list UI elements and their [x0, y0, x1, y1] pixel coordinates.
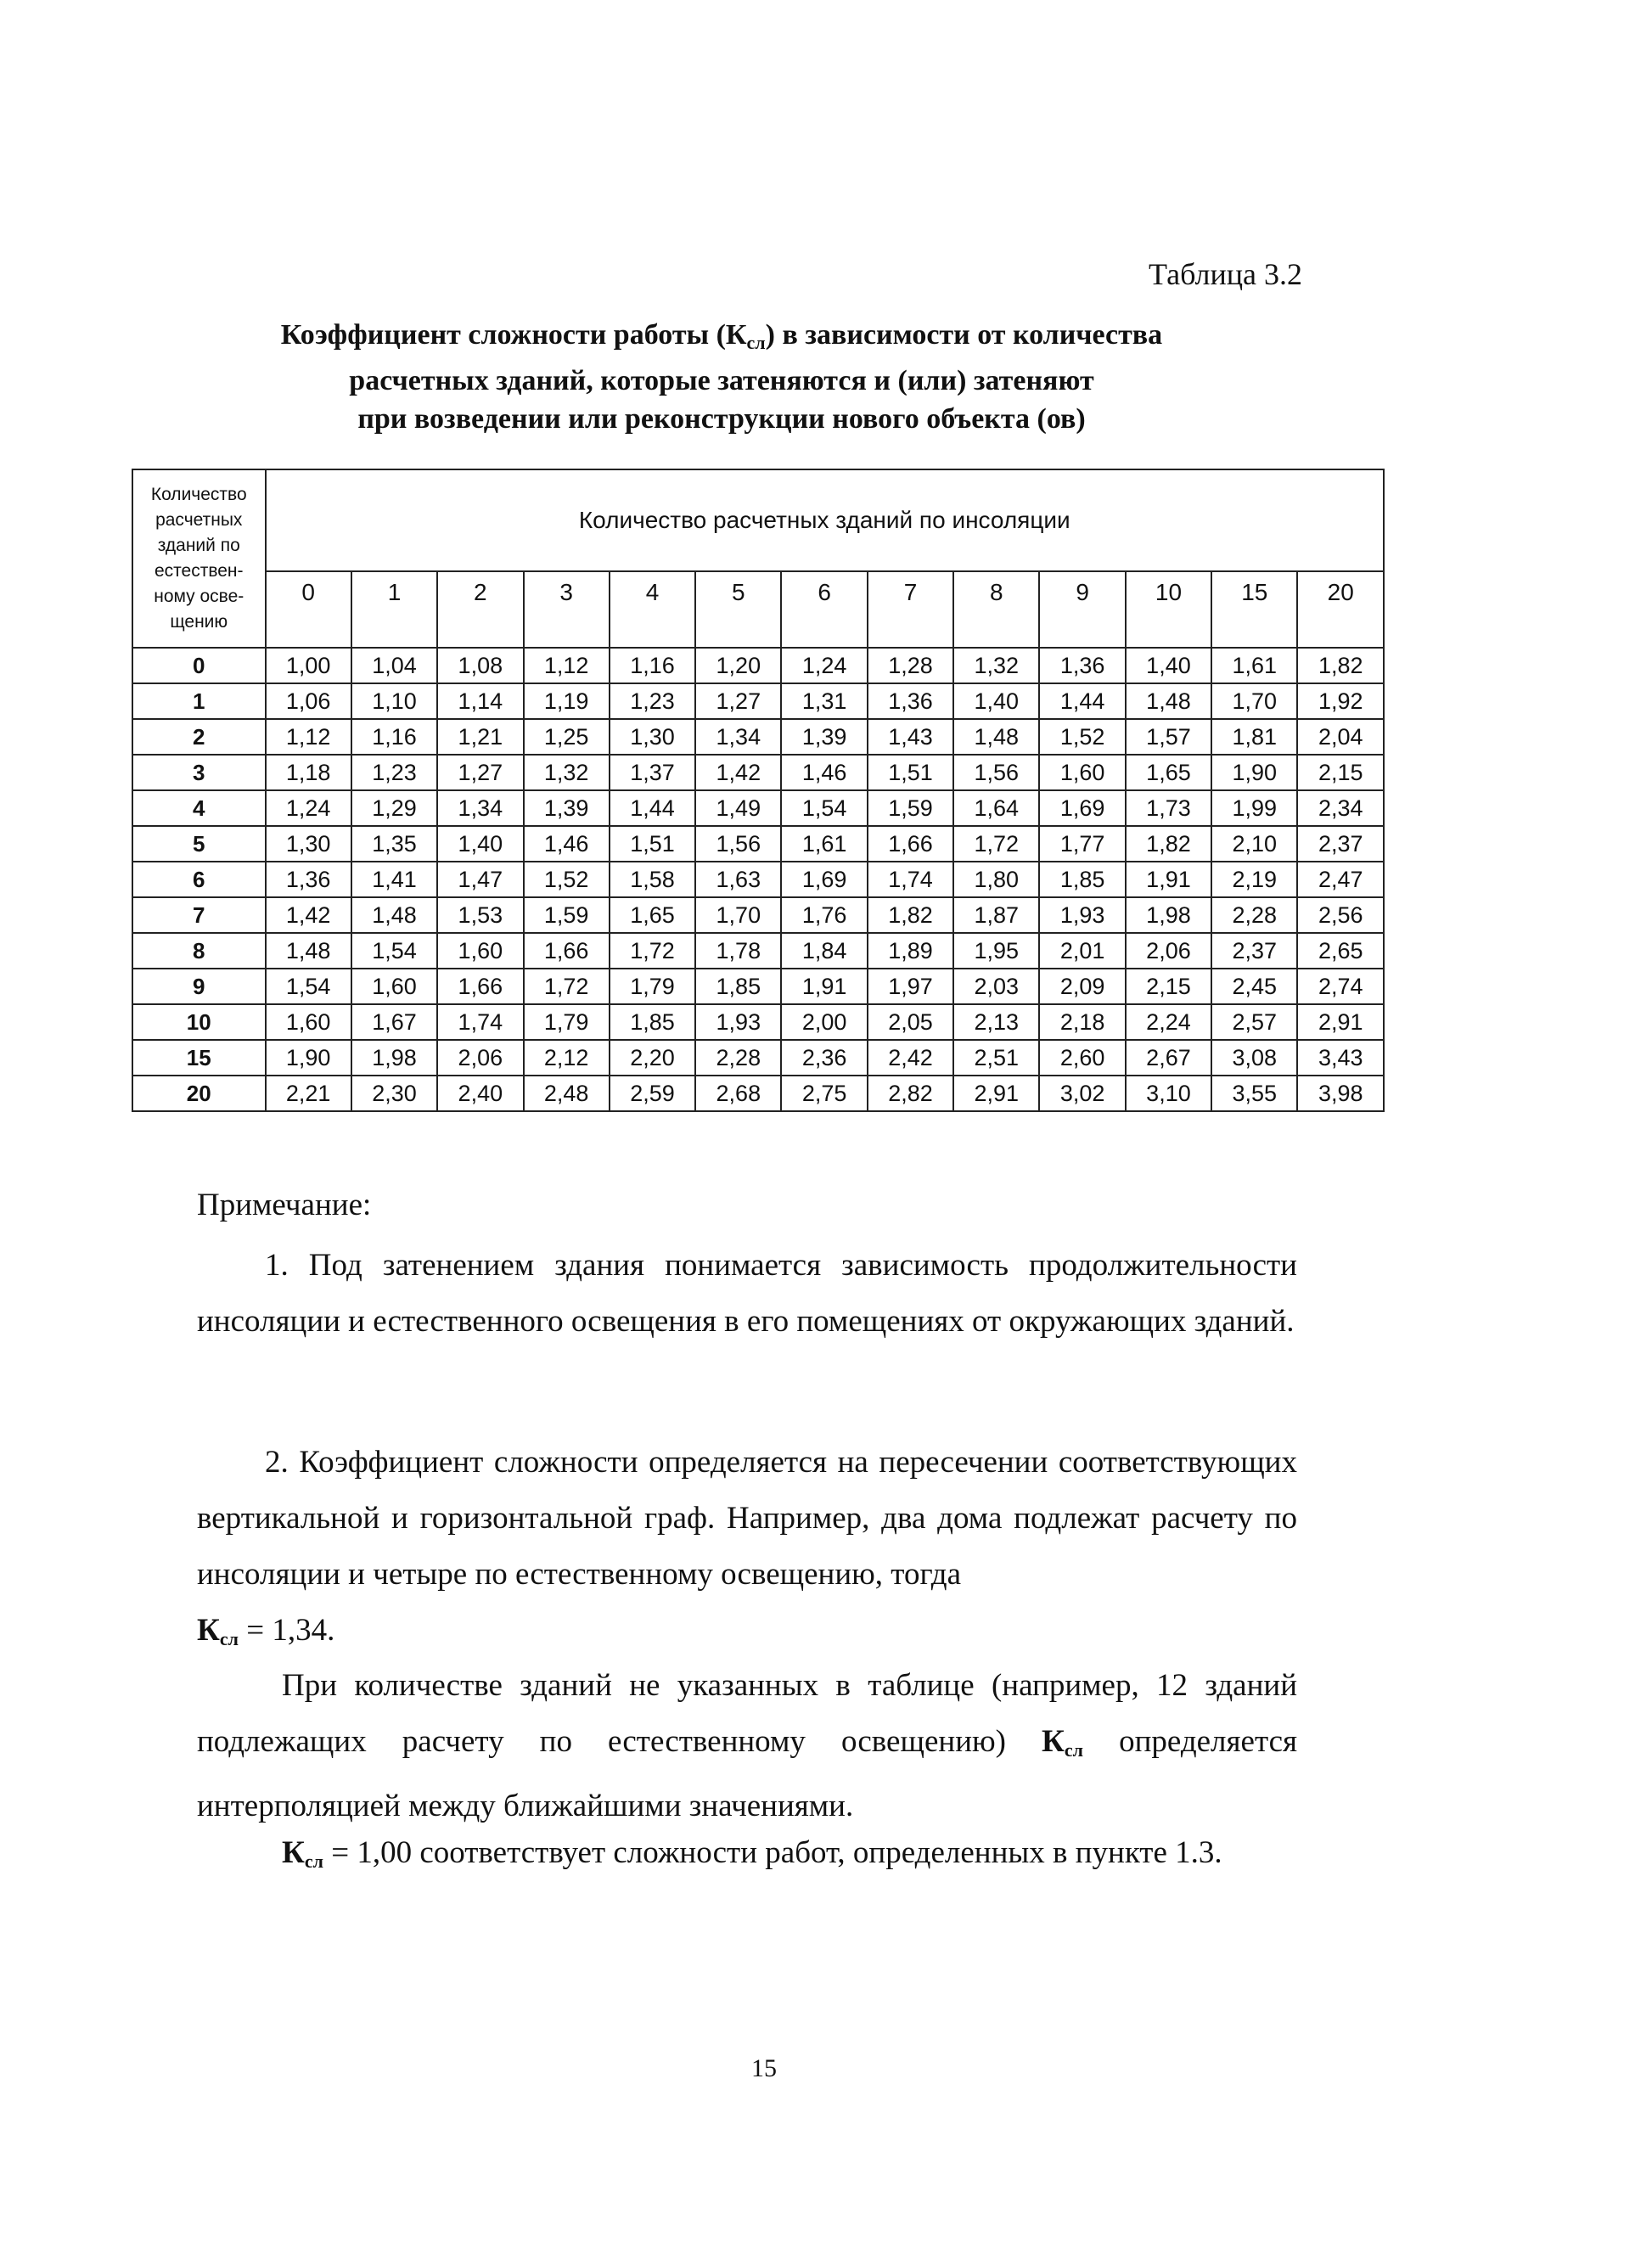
- table-cell: 1,39: [524, 790, 610, 826]
- table-cell: 1,76: [781, 897, 867, 933]
- header-row-span: [132, 469, 1384, 571]
- table-cell: 1,34: [695, 719, 781, 755]
- table-cell: 1,36: [1039, 648, 1125, 683]
- table-cell: 1,97: [868, 969, 953, 1004]
- table-cell: 2,60: [1039, 1040, 1125, 1076]
- table-cell: 2,06: [437, 1040, 523, 1076]
- table-cell: 1,39: [781, 719, 867, 755]
- table-cell: 1,42: [695, 755, 781, 790]
- table-cell: 1,14: [437, 683, 523, 719]
- table-row: [132, 862, 1384, 897]
- corner-line: расчетных: [155, 510, 243, 530]
- table-cell: 1,52: [1039, 719, 1125, 755]
- k-subscript: сл: [1064, 1739, 1083, 1761]
- table-cell: 1,89: [868, 933, 953, 969]
- table-cell: 1,40: [437, 826, 523, 862]
- table-cell: 1,79: [524, 1004, 610, 1040]
- table-cell: 2,51: [953, 1040, 1039, 1076]
- table-cell: 1,95: [953, 933, 1039, 969]
- table-title: [212, 316, 1231, 438]
- table-cell: 1,60: [351, 969, 437, 1004]
- table-cell: 2,18: [1039, 1004, 1125, 1040]
- column-header: 15: [1211, 571, 1297, 648]
- table-cell: 1,40: [953, 683, 1039, 719]
- column-header: 5: [695, 571, 781, 648]
- table-cell: 1,27: [695, 683, 781, 719]
- row-header: 4: [132, 790, 266, 826]
- table-cell: 1,59: [524, 897, 610, 933]
- row-header: 10: [132, 1004, 266, 1040]
- table-cell: 2,59: [610, 1076, 695, 1111]
- table-cell: 1,48: [1126, 683, 1211, 719]
- table-cell: 1,67: [351, 1004, 437, 1040]
- table-cell: 1,46: [524, 826, 610, 862]
- table-cell: 1,36: [266, 862, 351, 897]
- row-header: 1: [132, 683, 266, 719]
- table-cell: 3,10: [1126, 1076, 1211, 1111]
- title-line-3: при возведении или реконструкции нового объекта (ов): [357, 403, 1086, 435]
- table-cell: 1,04: [351, 648, 437, 683]
- table-cell: 1,81: [1211, 719, 1297, 755]
- table-cell: 1,74: [868, 862, 953, 897]
- table-cell: 2,04: [1297, 719, 1384, 755]
- note-base-value: [197, 1825, 1297, 1890]
- note-interpolation-end: определяется интерполяцией между ближайшими значениями.: [197, 1724, 1298, 1823]
- table-cell: 2,42: [868, 1040, 953, 1076]
- table-cell: 1,90: [266, 1040, 351, 1076]
- table-cell: 1,53: [437, 897, 523, 933]
- table-cell: 2,21: [266, 1076, 351, 1111]
- table-cell: 1,16: [351, 719, 437, 755]
- table-cell: 1,27: [437, 755, 523, 790]
- table-cell: 2,91: [1297, 1004, 1384, 1040]
- column-header: 1: [351, 571, 437, 648]
- table-cell: 2,37: [1297, 826, 1384, 862]
- table-cell: 1,12: [266, 719, 351, 755]
- title-line-1-start: Коэффициент сложности работы (К: [280, 319, 747, 351]
- table-cell: 3,08: [1211, 1040, 1297, 1076]
- table-cell: 1,48: [351, 897, 437, 933]
- table-cell: 2,82: [868, 1076, 953, 1111]
- row-header: 3: [132, 755, 266, 790]
- table-cell: 1,18: [266, 755, 351, 790]
- note-item-2: [197, 1435, 1297, 1667]
- table-cell: 2,68: [695, 1076, 781, 1111]
- table-cell: 1,12: [524, 648, 610, 683]
- header-row-columns: [132, 571, 1384, 648]
- table-cell: 2,36: [781, 1040, 867, 1076]
- table-cell: 3,02: [1039, 1076, 1125, 1111]
- title-line-1: [212, 316, 1231, 362]
- table-cell: 1,84: [781, 933, 867, 969]
- table-cell: 1,65: [1126, 755, 1211, 790]
- table-cell: 1,44: [1039, 683, 1125, 719]
- table-cell: 1,54: [781, 790, 867, 826]
- table-cell: 1,19: [524, 683, 610, 719]
- table-cell: 1,69: [1039, 790, 1125, 826]
- table-cell: 3,55: [1211, 1076, 1297, 1111]
- table-cell: 2,15: [1297, 755, 1384, 790]
- table-cell: 1,57: [1126, 719, 1211, 755]
- table-cell: 1,72: [524, 969, 610, 1004]
- table-cell: 1,28: [868, 648, 953, 683]
- table-cell: 2,24: [1126, 1004, 1211, 1040]
- table-cell: 2,48: [524, 1076, 610, 1111]
- note-interpolation-start: При количестве зданий не указанных в таблице (например, 12 зданий подлежащих расчету по естественному освещению): [197, 1668, 1297, 1759]
- table-cell: 1,30: [610, 719, 695, 755]
- corner-line: ному осве-: [154, 587, 244, 606]
- k-letter: К: [282, 1835, 305, 1870]
- table-cell: 2,01: [1039, 933, 1125, 969]
- corner-line: естествен-: [154, 561, 244, 581]
- table-cell: 1,85: [695, 969, 781, 1004]
- column-header: 0: [266, 571, 351, 648]
- table-cell: 1,80: [953, 862, 1039, 897]
- table-cell: 1,54: [266, 969, 351, 1004]
- table-cell: 1,72: [953, 826, 1039, 862]
- table-cell: 1,82: [1126, 826, 1211, 862]
- column-header: 7: [868, 571, 953, 648]
- table-cell: 2,67: [1126, 1040, 1211, 1076]
- k-subscript: сл: [304, 1851, 323, 1872]
- table-cell: 1,66: [868, 826, 953, 862]
- column-header: 8: [953, 571, 1039, 648]
- note-label: Примечание:: [197, 1188, 372, 1222]
- table-cell: 1,56: [953, 755, 1039, 790]
- table-row: [132, 790, 1384, 826]
- k-subscript: сл: [219, 1628, 239, 1649]
- table-cell: 2,20: [610, 1040, 695, 1076]
- row-header: 8: [132, 933, 266, 969]
- table-cell: 2,19: [1211, 862, 1297, 897]
- table-cell: 1,35: [351, 826, 437, 862]
- column-header: 10: [1126, 571, 1211, 648]
- note-interpolation: [197, 1658, 1297, 1834]
- note-item-2-text: 2. Коэффициент сложности определяется на пересечении соответствующих вертикальной и горизонтальной граф. Например, два дома подлежат расчету по инсоляции и четыре по естественному освещению, тогда: [197, 1445, 1297, 1592]
- table-cell: 2,45: [1211, 969, 1297, 1004]
- table-cell: 1,70: [695, 897, 781, 933]
- table-cell: 1,93: [695, 1004, 781, 1040]
- table-cell: 1,72: [610, 933, 695, 969]
- table-cell: 1,60: [266, 1004, 351, 1040]
- column-header: 2: [437, 571, 523, 648]
- table-row: [132, 1040, 1384, 1076]
- table-cell: 1,43: [868, 719, 953, 755]
- table-cell: 1,64: [953, 790, 1039, 826]
- row-header: 2: [132, 719, 266, 755]
- table-cell: 1,58: [610, 862, 695, 897]
- table-cell: 3,98: [1297, 1076, 1384, 1111]
- column-header: 9: [1039, 571, 1125, 648]
- table-cell: 2,40: [437, 1076, 523, 1111]
- table-cell: 1,77: [1039, 826, 1125, 862]
- row-header: 9: [132, 969, 266, 1004]
- table-cell: 1,21: [437, 719, 523, 755]
- k-letter: К: [197, 1613, 220, 1648]
- table-cell: 1,51: [868, 755, 953, 790]
- table-cell: 1,32: [953, 648, 1039, 683]
- table-cell: 1,52: [524, 862, 610, 897]
- column-header: 4: [610, 571, 695, 648]
- corner-line: Количество: [150, 485, 247, 504]
- table-row: [132, 897, 1384, 933]
- table-cell: 1,90: [1211, 755, 1297, 790]
- row-header: 15: [132, 1040, 266, 1076]
- table-cell: 1,87: [953, 897, 1039, 933]
- note-item-2-value: = 1,34.: [238, 1613, 335, 1648]
- table-cell: 1,48: [953, 719, 1039, 755]
- table-cell: 1,10: [351, 683, 437, 719]
- table-cell: 2,56: [1297, 897, 1384, 933]
- table-cell: 2,28: [695, 1040, 781, 1076]
- table-cell: 1,85: [1039, 862, 1125, 897]
- row-header: 20: [132, 1076, 266, 1111]
- table-cell: 1,82: [1297, 648, 1384, 683]
- table-cell: 1,60: [1039, 755, 1125, 790]
- table-cell: 1,34: [437, 790, 523, 826]
- table-cell: 1,61: [1211, 648, 1297, 683]
- corner-line: зданий по: [157, 536, 240, 555]
- table-cell: 1,79: [610, 969, 695, 1004]
- table-cell: 2,12: [524, 1040, 610, 1076]
- table-row: [132, 648, 1384, 683]
- note-item-1: 1. Под затенением здания понимается зависимость продолжительности инсоляции и естественного освещения в его помещениях от окружающих зданий.: [197, 1248, 1297, 1339]
- table-cell: 2,09: [1039, 969, 1125, 1004]
- table-cell: 1,42: [266, 897, 351, 933]
- corner-header: [132, 469, 266, 648]
- k-symbol: [282, 1835, 323, 1870]
- table-cell: 2,34: [1297, 790, 1384, 826]
- table-cell: 1,74: [437, 1004, 523, 1040]
- table-cell: 1,30: [266, 826, 351, 862]
- table-cell: 2,13: [953, 1004, 1039, 1040]
- row-header: 5: [132, 826, 266, 862]
- title-line-2: расчетных зданий, которые затеняются и (или) затеняют: [349, 365, 1094, 396]
- note-base-value-text: = 1,00 соответствует сложности работ, определенных в пункте 1.3.: [323, 1835, 1222, 1870]
- table-cell: 2,03: [953, 969, 1039, 1004]
- coefficient-table: [132, 469, 1385, 1112]
- table-cell: 1,82: [868, 897, 953, 933]
- table-cell: 1,06: [266, 683, 351, 719]
- table-row: [132, 826, 1384, 862]
- table-cell: 2,91: [953, 1076, 1039, 1111]
- table-cell: 1,69: [781, 862, 867, 897]
- table-cell: 2,15: [1126, 969, 1211, 1004]
- table-cell: 1,56: [695, 826, 781, 862]
- row-header: 6: [132, 862, 266, 897]
- table-cell: 1,36: [868, 683, 953, 719]
- table-cell: 1,92: [1297, 683, 1384, 719]
- table-cell: 1,65: [610, 897, 695, 933]
- table-cell: 1,54: [351, 933, 437, 969]
- table-cell: 2,28: [1211, 897, 1297, 933]
- column-header: 20: [1297, 571, 1384, 648]
- table-cell: 2,37: [1211, 933, 1297, 969]
- table-cell: 2,47: [1297, 862, 1384, 897]
- table-caption: Таблица 3.2: [1149, 257, 1302, 291]
- table-cell: 1,63: [695, 862, 781, 897]
- table-row: [132, 933, 1384, 969]
- column-header: 3: [524, 571, 610, 648]
- table-cell: 1,85: [610, 1004, 695, 1040]
- table-cell: 1,99: [1211, 790, 1297, 826]
- corner-line: щению: [170, 612, 228, 632]
- table-cell: 1,48: [266, 933, 351, 969]
- title-line-1-end: ) в зависимости от количества: [765, 319, 1163, 351]
- k-symbol: [1042, 1724, 1083, 1759]
- table-cell: 1,98: [351, 1040, 437, 1076]
- table-cell: 1,60: [437, 933, 523, 969]
- table-cell: 1,20: [695, 648, 781, 683]
- table-cell: 1,25: [524, 719, 610, 755]
- table-cell: 1,91: [1126, 862, 1211, 897]
- table-cell: 2,05: [868, 1004, 953, 1040]
- k-letter: К: [1042, 1724, 1065, 1759]
- table-cell: 1,51: [610, 826, 695, 862]
- table-cell: 1,93: [1039, 897, 1125, 933]
- table-cell: 3,43: [1297, 1040, 1384, 1076]
- table-row: [132, 969, 1384, 1004]
- table-row: [132, 1076, 1384, 1111]
- table-body: [132, 648, 1384, 1111]
- table-cell: 1,73: [1126, 790, 1211, 826]
- table-cell: 2,57: [1211, 1004, 1297, 1040]
- table-cell: 1,24: [781, 648, 867, 683]
- table-cell: 1,61: [781, 826, 867, 862]
- table-cell: 1,41: [351, 862, 437, 897]
- table-cell: 1,44: [610, 790, 695, 826]
- table-cell: 1,24: [266, 790, 351, 826]
- column-header: 6: [781, 571, 867, 648]
- table-cell: 1,32: [524, 755, 610, 790]
- k-symbol: [197, 1613, 239, 1648]
- table-cell: 1,98: [1126, 897, 1211, 933]
- table-cell: 1,29: [351, 790, 437, 826]
- table-cell: 1,46: [781, 755, 867, 790]
- table-cell: 1,66: [437, 969, 523, 1004]
- table-cell: 2,00: [781, 1004, 867, 1040]
- table-cell: 1,49: [695, 790, 781, 826]
- table-cell: 1,40: [1126, 648, 1211, 683]
- insolation-header: Количество расчетных зданий по инсоляции: [266, 469, 1384, 571]
- table-row: [132, 755, 1384, 790]
- table-cell: 1,31: [781, 683, 867, 719]
- table-cell: 2,06: [1126, 933, 1211, 969]
- table-cell: 2,74: [1297, 969, 1384, 1004]
- table-cell: 1,23: [351, 755, 437, 790]
- table-cell: 1,08: [437, 648, 523, 683]
- row-header: 7: [132, 897, 266, 933]
- table-cell: 1,37: [610, 755, 695, 790]
- table-cell: 1,70: [1211, 683, 1297, 719]
- title-subscript: сл: [746, 332, 766, 353]
- table-cell: 1,47: [437, 862, 523, 897]
- table-cell: 1,91: [781, 969, 867, 1004]
- table-row: [132, 719, 1384, 755]
- table-cell: 2,75: [781, 1076, 867, 1111]
- table-cell: 1,59: [868, 790, 953, 826]
- table-cell: 1,16: [610, 648, 695, 683]
- table-cell: 2,65: [1297, 933, 1384, 969]
- table-cell: 2,10: [1211, 826, 1297, 862]
- table-cell: 1,23: [610, 683, 695, 719]
- table-row: [132, 683, 1384, 719]
- table-row: [132, 1004, 1384, 1040]
- table-cell: 2,30: [351, 1076, 437, 1111]
- table-cell: 1,66: [524, 933, 610, 969]
- row-header: 0: [132, 648, 266, 683]
- page-number: 15: [751, 2054, 777, 2082]
- table-cell: 1,78: [695, 933, 781, 969]
- table-cell: 1,00: [266, 648, 351, 683]
